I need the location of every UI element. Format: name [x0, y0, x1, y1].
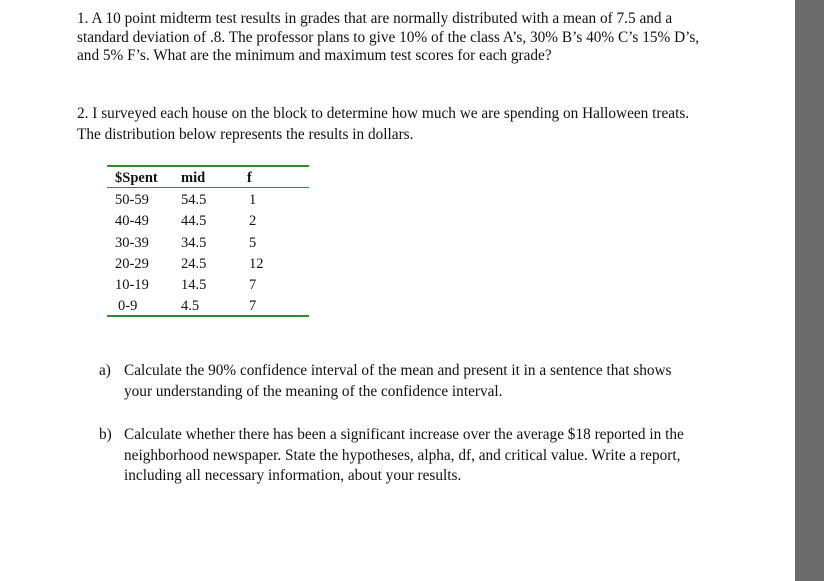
part-a-letter: a) [99, 362, 111, 379]
table-cell-f: 12 [249, 256, 264, 272]
table-bottom-rule [107, 315, 309, 317]
table-header-rule [107, 187, 309, 188]
table-cell-f: 2 [249, 213, 257, 229]
table-cell-f: 7 [249, 277, 257, 293]
table-cell-f: 5 [249, 235, 257, 251]
table-cell-spent: 40-49 [115, 213, 149, 229]
table-top-rule [107, 165, 309, 167]
table-cell-spent: 50-59 [115, 192, 149, 208]
part-a [99, 361, 699, 405]
part-a-text: Calculate the 90% confidence interval of the mean and present it in a sentence that shows your understanding of the meaning of the confidence interval. [124, 362, 672, 400]
question-2-text: 2. I surveyed each house on the block to determine how much we are spending on Halloween treats. The distribution below represents the results in dollars. [77, 105, 690, 143]
part-b-text: Calculate whether there has been a significant increase over the average $18 reported in the neighborhood newspaper. State the hypotheses, alpha, df, and critical value. Write a report, including all necessary information, about your results. [124, 426, 684, 484]
part-b-letter: b) [99, 426, 112, 443]
question-1-text: 1. A 10 point midterm test results in grades that are normally distributed with a mean of 7.5 and a standard deviation of .8. The professor plans to give 10% of the class A’s, 30% B’s 40% C’s 15% D’s, and 5% F’s. What are the minimum and maximum test scores for each grade? [77, 10, 700, 64]
table-header-f: f [247, 170, 252, 186]
table-cell-mid: 34.5 [181, 235, 207, 251]
table-cell-spent: 0-9 [118, 298, 138, 314]
table-cell-mid: 24.5 [181, 256, 207, 272]
table-header-spent: $Spent [115, 170, 158, 186]
table-cell-f: 1 [249, 192, 257, 208]
table-cell-mid: 4.5 [181, 298, 200, 314]
table-cell-mid: 44.5 [181, 213, 207, 229]
table-cell-spent: 20-29 [115, 256, 149, 272]
table-cell-f: 7 [249, 298, 257, 314]
table-cell-mid: 14.5 [181, 277, 207, 293]
vertical-scrollbar[interactable] [795, 0, 824, 581]
table-cell-spent: 30-39 [115, 235, 149, 251]
table-cell-mid: 54.5 [181, 192, 207, 208]
table-cell-spent: 10-19 [115, 277, 149, 293]
part-b [99, 425, 699, 489]
table-header-mid: mid [181, 170, 206, 186]
